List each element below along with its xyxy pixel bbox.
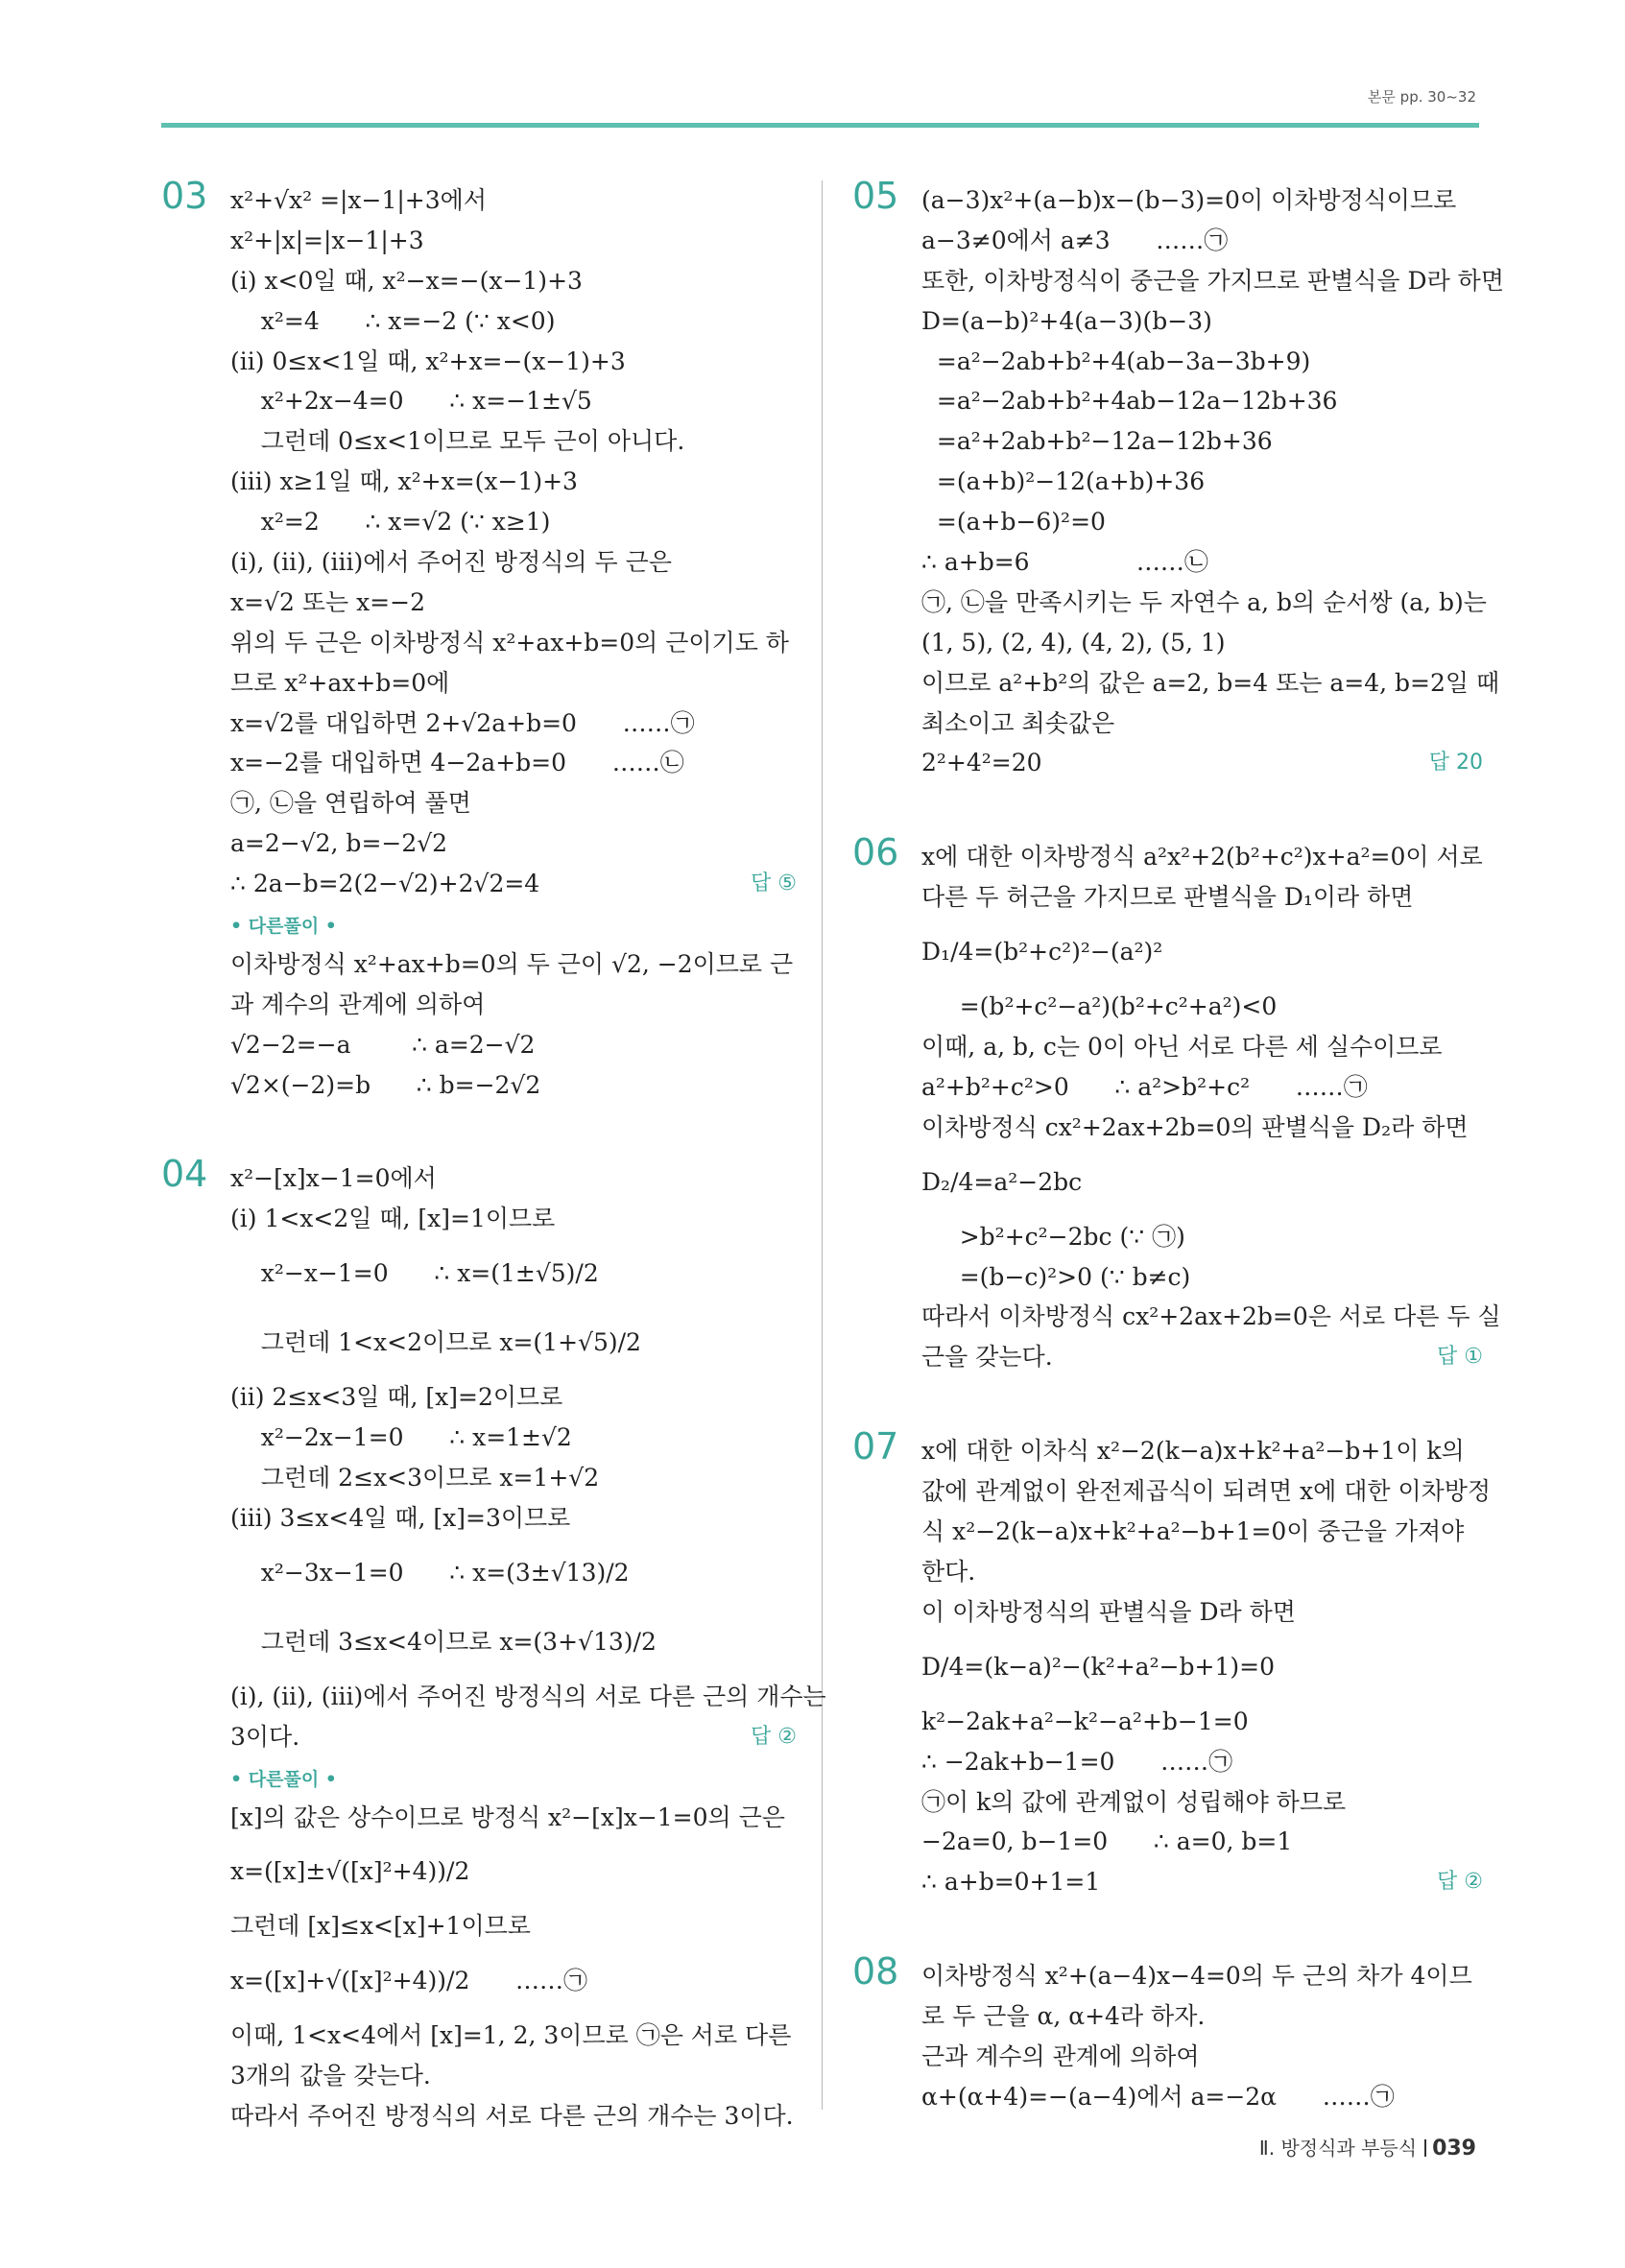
solution-line (921, 1702, 1483, 1742)
line-text: =(b−c)²>0 (∵ b≠c) (921, 1262, 1191, 1291)
solution-line (230, 2096, 797, 2137)
solution-line (921, 301, 1483, 342)
solution-line (230, 1837, 797, 1906)
line-text: x²+√x² =|x−1|+3에서 (230, 186, 487, 214)
answer-label: 답 ② (751, 1724, 797, 1749)
solution-line (230, 342, 797, 382)
line-text: (ⅱ) 0≤x<1일 때, x²+x=−(x−1)+3 (230, 346, 626, 375)
alt-label-text: • 다른풀이 • (230, 916, 337, 938)
problem-07 (847, 1425, 1492, 1902)
line-text: 근과 계수의 관계에 의하여 (921, 2041, 1200, 2070)
footer-divider (1424, 2139, 1426, 2157)
line-text: =a²−2ab+b²+4(ab−3a−3b+9) (921, 346, 1311, 375)
line-text: 값에 관계없이 완전제곱식이 되려면 x에 대한 이차방정 (921, 1477, 1492, 1506)
line-text: −2a=0, b−1=0 ∴ a=0, b=1 (921, 1827, 1293, 1856)
solution-line (230, 783, 797, 824)
line-text: 이차방정식 x²+ax+b=0의 두 근이 √2, −2이므로 근 (230, 949, 794, 978)
problem-gap (847, 783, 1483, 808)
line-text: x=([x]+√([x]²+4))/2 ……㉠ (230, 1967, 588, 1995)
solution-line (230, 1946, 797, 2016)
solution-line (921, 1512, 1483, 1552)
solution-line (921, 1108, 1483, 1148)
solution-line (921, 1782, 1483, 1823)
solution-line (230, 864, 797, 904)
solution-line (921, 1592, 1483, 1633)
solution-line (921, 1742, 1483, 1782)
line-text: x²−x−1=0 ∴ x=(1±√5)/2 (230, 1259, 599, 1288)
solution-line (230, 1798, 797, 1838)
line-text: a−3≠0에서 a≠3 ……㉠ (921, 226, 1229, 254)
page-footer (1259, 2133, 1476, 2161)
line-text: 그런데 1<x<2이므로 x=(1+√5)/2 (230, 1328, 641, 1357)
line-text: 므로 x²+ax+b=0에 (230, 668, 450, 697)
problem-08 (847, 1950, 1483, 2117)
line-text: 또한, 이차방정식이 중근을 가지므로 판별식을 D라 하면 (921, 266, 1504, 295)
header-rule (161, 123, 1479, 128)
solution-line (230, 1199, 797, 1239)
solution-line (230, 180, 797, 221)
solution-line (230, 221, 797, 261)
line-text: α+(α+4)=−(a−4)에서 a=−2α ……㉠ (921, 2082, 1395, 2111)
alternate-solution-label (230, 904, 797, 944)
line-text: (a−3)x²+(a−b)x−(b−3)=0이 이차방정식이므로 (921, 186, 1457, 214)
answer-label: 답 ① (1437, 1345, 1483, 1370)
line-text: √2−2=−a ∴ a=2−√2 (230, 1030, 536, 1059)
line-text: 한다. (921, 1557, 976, 1586)
line-text: 최소이고 최솟값은 (921, 708, 1115, 737)
problem-number: 06 (852, 831, 899, 874)
line-text: (1, 5), (2, 4), (4, 2), (5, 1) (921, 628, 1226, 657)
line-text: D₁/4=(b²+c²)²−(a²)² (921, 938, 1163, 967)
problem-body (161, 180, 797, 1105)
problem-04 (161, 1153, 826, 2136)
solution-line (921, 2077, 1483, 2117)
line-text: (ⅰ), (ⅱ), (ⅲ)에서 주어진 방정식의 두 근은 (230, 548, 672, 577)
solution-line (921, 502, 1483, 542)
line-text: 이차방정식 x²+(a−4)x−4=0의 두 근의 차가 4이므 (921, 1962, 1472, 1991)
line-text: x²−2x−1=0 ∴ x=1±√2 (230, 1423, 572, 1452)
line-text: [x]의 값은 상수이므로 방정식 x²−[x]x−1=0의 근은 (230, 1802, 785, 1831)
solution-line (921, 261, 1504, 301)
solution-line (921, 1552, 1483, 1592)
problem-number: 03 (161, 175, 208, 217)
line-text: =a²−2ab+b²+4ab−12a−12b+36 (921, 387, 1338, 416)
solution-line (921, 1996, 1483, 2037)
line-text: x²−[x]x−1=0에서 (230, 1164, 437, 1193)
line-text: 이차방정식 cx²+2ax+2b=0의 판별식을 D₂라 하면 (921, 1112, 1469, 1141)
line-text: (ⅰ) 1<x<2일 때, [x]=1이므로 (230, 1205, 556, 1233)
solution-line (230, 2016, 797, 2056)
solution-line (230, 462, 797, 502)
line-text: ∴ a+b=0+1=1 (921, 1868, 1101, 1897)
line-text: x²=2 ∴ x=√2 (∵ x≥1) (230, 508, 551, 537)
solution-line (921, 221, 1483, 261)
line-text: (ⅱ) 2≤x<3일 때, [x]=2이므로 (230, 1383, 563, 1412)
line-text: 그런데 [x]≤x<[x]+1이므로 (230, 1912, 531, 1941)
line-text: >b²+c²−2bc (∵ ㉠) (921, 1222, 1185, 1251)
solution-line (230, 1539, 797, 1608)
line-text: x²−3x−1=0 ∴ x=(3±√13)/2 (230, 1558, 630, 1587)
column-divider (822, 180, 823, 2110)
line-text: a²+b²+c²>0 ∴ a²>b²+c² ……㉠ (921, 1072, 1368, 1101)
problem-gap (847, 808, 1483, 837)
solution-line (230, 944, 797, 985)
solution-line (230, 1065, 797, 1106)
line-text: 근을 갖는다. (921, 1343, 1053, 1372)
problem-03 (161, 175, 797, 1105)
line-text: D₂/4=a²−2bc (921, 1167, 1083, 1196)
line-text: 위의 두 근은 이차방정식 x²+ax+b=0의 근이기도 하 (230, 628, 789, 657)
line-text: D/4=(k−a)²−(k²+a²−b+1)=0 (921, 1652, 1276, 1681)
solution-line (230, 1308, 797, 1377)
solution-line (921, 1067, 1483, 1108)
alt-label-text: • 다른풀이 • (230, 1768, 337, 1790)
solution-line (921, 918, 1483, 987)
line-text: x=([x]±√([x]²+4))/2 (230, 1857, 470, 1886)
solution-line (921, 1148, 1483, 1217)
line-text: √2×(−2)=b ∴ b=−2√2 (230, 1070, 541, 1099)
solution-line (921, 1027, 1483, 1067)
line-text: ㉠이 k의 값에 관계없이 성립해야 하므로 (921, 1787, 1347, 1816)
solution-line (921, 1297, 1501, 1337)
solution-line (921, 180, 1483, 221)
line-text: x²+|x|=|x−1|+3 (230, 226, 424, 254)
line-text: 이때, a, b, c는 0이 아닌 서로 다른 세 실수이므로 (921, 1033, 1443, 1062)
solution-line (921, 837, 1483, 877)
problem-06 (847, 831, 1501, 1377)
line-text: x=−2를 대입하면 4−2a+b=0 ……㉡ (230, 749, 684, 777)
line-text: =a²+2ab+b²−12a−12b+36 (921, 427, 1273, 456)
line-text: 그런데 3≤x<4이므로 x=(3+√13)/2 (230, 1627, 657, 1656)
solution-line (921, 1956, 1483, 1996)
line-text: a=2−√2, b=−2√2 (230, 829, 448, 858)
line-text: =(a+b−6)²=0 (921, 508, 1106, 537)
page-reference: 본문 pp. 30~32 (1367, 88, 1476, 106)
solution-line (921, 1431, 1483, 1471)
solution-line (921, 381, 1483, 421)
line-text: 3이다. (230, 1722, 300, 1751)
solution-line (921, 1471, 1492, 1512)
line-text: 이 이차방정식의 판별식을 D라 하면 (921, 1597, 1296, 1626)
solution-line (230, 1608, 797, 1677)
line-text: 과 계수의 관계에 의하여 (230, 990, 486, 1018)
line-text: x=√2를 대입하면 2+√2a+b=0 ……㉠ (230, 708, 695, 737)
problem-body (847, 1431, 1492, 1902)
solution-line (230, 1239, 797, 1308)
line-text: 따라서 주어진 방정식의 서로 다른 근의 개수는 3이다. (230, 2102, 794, 2131)
solution-line (230, 1906, 797, 1946)
solution-line (230, 1458, 797, 1498)
line-text: (ⅲ) 3≤x<4일 때, [x]=3이므로 (230, 1503, 571, 1532)
solution-line (921, 987, 1483, 1027)
line-text: 따라서 이차방정식 cx²+2ax+2b=0은 서로 다른 두 실 (921, 1302, 1501, 1331)
line-text: D=(a−b)²+4(a−3)(b−3) (921, 306, 1212, 335)
line-text: 이므로 a²+b²의 값은 a=2, b=4 또는 a=4, b=2일 때 (921, 668, 1500, 697)
solution-line (921, 877, 1483, 918)
line-text: k²−2ak+a²−k²−a²+b−1=0 (921, 1707, 1249, 1735)
solution-line (921, 2037, 1483, 2077)
problem-body (847, 1956, 1483, 2117)
solution-line (921, 342, 1483, 382)
solution-line (230, 2056, 797, 2096)
solution-line (921, 462, 1483, 502)
problem-body (847, 180, 1504, 783)
line-text: x²+2x−4=0 ∴ x=−1±√5 (230, 387, 592, 416)
problem-body (847, 837, 1501, 1377)
problem-gap (847, 1377, 1483, 1402)
line-text: 식 x²−2(k−a)x+k²+a²−b+1=0이 중근을 가져야 (921, 1517, 1465, 1546)
line-text: x에 대한 이차식 x²−2(k−a)x+k²+a²−b+1이 k의 (921, 1437, 1465, 1466)
alternate-solution-label (230, 1757, 797, 1798)
solution-line (230, 1418, 797, 1458)
solution-line (230, 542, 797, 583)
problem-gap (847, 1902, 1483, 1927)
line-text: 이때, 1<x<4에서 [x]=1, 2, 3이므로 ㉠은 서로 다른 (230, 2021, 792, 2050)
right-column (847, 175, 1504, 2117)
solution-line (230, 502, 797, 542)
solution-line (230, 1377, 797, 1418)
solution-line (921, 421, 1483, 462)
problem-body (161, 1158, 826, 2136)
solution-line (921, 1217, 1483, 1257)
problem-05 (847, 175, 1504, 783)
solution-line (230, 743, 797, 783)
solution-line (921, 623, 1483, 663)
line-text: ∴ 2a−b=2(2−√2)+2√2=4 (230, 870, 540, 898)
line-text: (ⅲ) x≥1일 때, x²+x=(x−1)+3 (230, 467, 578, 496)
line-text: 3개의 값을 갖는다. (230, 2062, 431, 2090)
solution-line (230, 663, 797, 704)
solution-line (230, 704, 797, 744)
line-text: x²=4 ∴ x=−2 (∵ x<0) (230, 306, 556, 335)
line-text: =(a+b)²−12(a+b)+36 (921, 467, 1206, 496)
solution-line (921, 743, 1483, 783)
line-text: ∴ −2ak+b−1=0 ……㉠ (921, 1747, 1233, 1776)
solution-line (230, 985, 797, 1025)
line-text: 다른 두 허근을 가지므로 판별식을 D₁이라 하면 (921, 883, 1414, 912)
answer-label: 답 ⑤ (751, 871, 797, 896)
solution-line (921, 1257, 1483, 1298)
solution-line (230, 261, 797, 301)
problem-number: 07 (852, 1425, 899, 1468)
solution-line (921, 1337, 1483, 1377)
solution-line (921, 663, 1500, 704)
line-text: ㉠, ㉡을 연립하여 풀면 (230, 789, 471, 818)
solution-line (230, 623, 797, 663)
solution-line (230, 421, 797, 462)
line-text: x=√2 또는 x=−2 (230, 587, 425, 616)
solution-line (230, 1498, 797, 1539)
answer-label: 답 20 (1428, 751, 1483, 776)
solution-line (230, 301, 797, 342)
problem-gap (847, 1402, 1483, 1431)
problem-gap (161, 1105, 797, 1130)
line-text: 그런데 2≤x<3이므로 x=1+√2 (230, 1464, 600, 1492)
problem-number: 04 (161, 1153, 208, 1196)
solution-line (921, 704, 1483, 744)
line-text: 2²+4²=20 (921, 749, 1042, 777)
solution-line (230, 1025, 797, 1065)
solution-line (230, 381, 797, 421)
solution-line (921, 1822, 1483, 1862)
line-text: ∴ a+b=6 ……㉡ (921, 548, 1208, 577)
line-text: 로 두 근을 α, α+4라 하자. (921, 2002, 1206, 2031)
solution-line (230, 824, 797, 864)
solution-line (230, 1677, 826, 1717)
page-number: 039 (1432, 2137, 1476, 2161)
solution-line (921, 542, 1483, 583)
solution-line (230, 583, 797, 623)
solution-line (921, 583, 1487, 623)
solution-line (230, 1158, 797, 1199)
problem-gap (847, 1927, 1483, 1956)
line-text: (ⅰ), (ⅱ), (ⅲ)에서 주어진 방정식의 서로 다른 근의 개수는 (230, 1682, 826, 1710)
line-text: =(b²+c²−a²)(b²+c²+a²)<0 (921, 992, 1278, 1021)
solution-line (921, 1633, 1483, 1702)
line-text: ㉠, ㉡을 만족시키는 두 자연수 a, b의 순서쌍 (a, b)는 (921, 587, 1487, 616)
problem-gap (161, 1130, 797, 1158)
solution-line (921, 1862, 1483, 1902)
footer-section: Ⅱ. 방정식과 부등식 (1258, 2137, 1418, 2160)
solution-line (230, 1717, 797, 1757)
answer-label: 답 ② (1437, 1870, 1483, 1895)
line-text: (ⅰ) x<0일 때, x²−x=−(x−1)+3 (230, 266, 583, 295)
problem-number: 05 (852, 175, 899, 217)
line-text: x에 대한 이차방정식 a²x²+2(b²+c²)x+a²=0이 서로 (921, 843, 1483, 871)
line-text: 그런데 0≤x<1이므로 모두 근이 아니다. (230, 427, 685, 456)
left-column (161, 175, 826, 2137)
problem-number: 08 (852, 1950, 899, 1993)
